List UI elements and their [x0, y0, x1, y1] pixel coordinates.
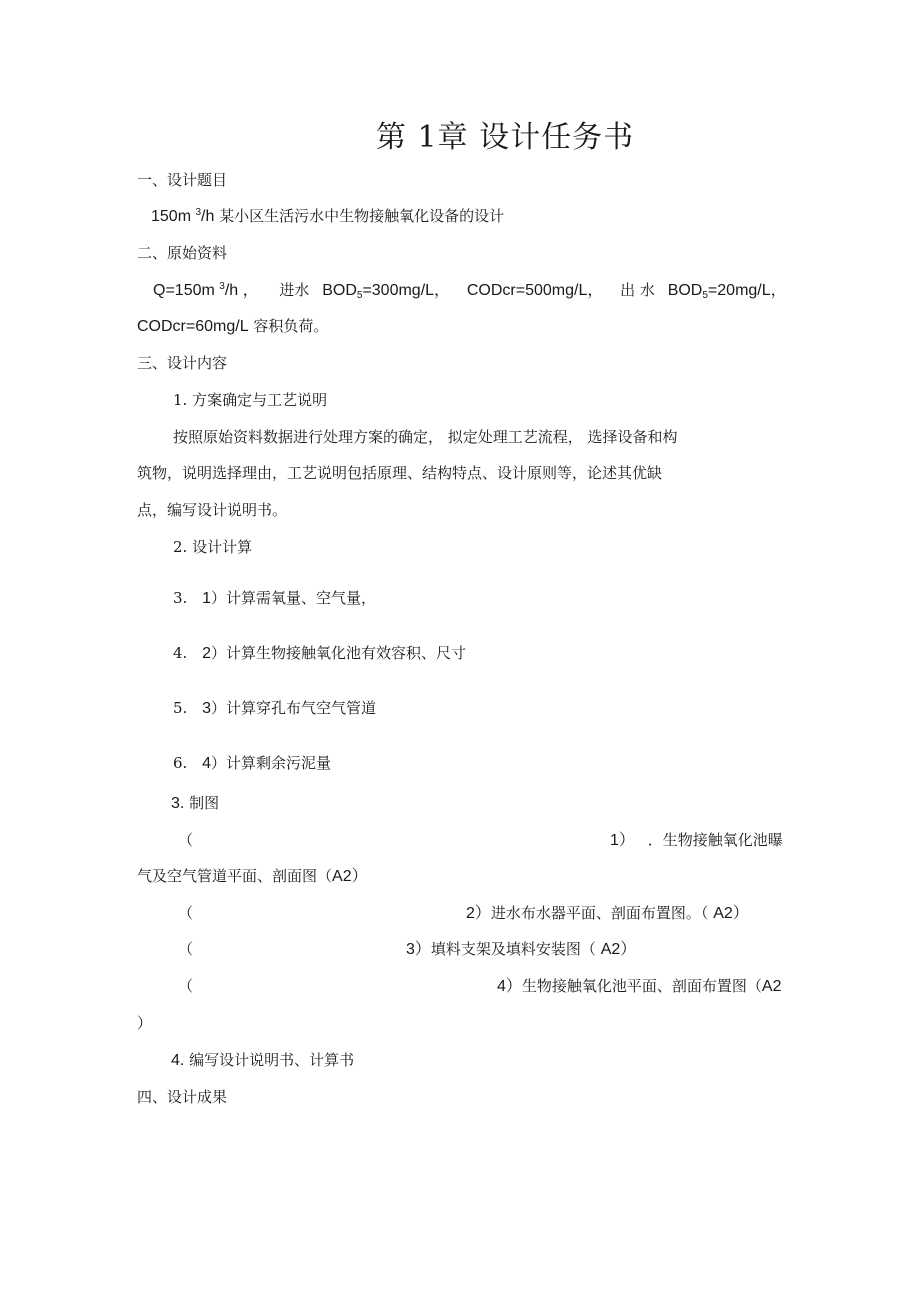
drawing-size: A2）	[600, 941, 637, 958]
drawing-text: ．生物接触氧化池曝	[647, 831, 783, 849]
item-label: 制图	[189, 794, 220, 812]
calc-item	[173, 753, 331, 774]
drawing-text: 进水布水器平面、剖面布置图。（	[490, 904, 714, 922]
influent-label: 进水	[279, 281, 310, 299]
topic-text: 某小区生活污水中生物接触氧化设备的设计	[214, 207, 505, 225]
drawing-paren: （	[178, 831, 194, 849]
drawing-paren: （	[178, 940, 194, 958]
content-item-4	[171, 1050, 354, 1071]
item-number: 1.	[173, 391, 188, 409]
calc-number: 5.	[173, 699, 188, 717]
content-item-2	[173, 537, 252, 557]
drawing-item-1	[610, 830, 783, 851]
drawing-item-4	[497, 976, 782, 997]
item-label: 编写设计说明书、计算书	[189, 1051, 355, 1069]
paragraph-line-3: 点，编写设计说明书。	[137, 501, 288, 519]
drawing-item-2	[466, 903, 749, 924]
drawing-paren: （	[178, 977, 194, 995]
drawing-item-3	[406, 939, 636, 960]
effluent-label: 出 水	[620, 281, 655, 299]
cod-in: CODcr=500mg/L，	[466, 282, 604, 299]
content-item-1	[173, 390, 327, 410]
data-line-1	[153, 280, 787, 303]
calc-number: 6.	[173, 754, 188, 772]
volume-load: 容积负荷。	[248, 317, 329, 335]
calc-item	[173, 698, 376, 719]
drawing-item-1-cont	[137, 866, 368, 887]
bod-in-value: =300mg/L，	[362, 282, 451, 299]
calc-number: 3.	[173, 589, 188, 607]
drawing-text: 填料支架及填料安装图（	[430, 940, 601, 958]
calc-text: ）计算穿孔布气空气管道	[211, 699, 377, 717]
item-number: 2.	[173, 538, 188, 556]
drawing-index: 2）	[466, 905, 491, 922]
paragraph-line-1: 按照原始资料数据进行处理方案的确定， 拟定处理工艺流程， 选择设备和构	[173, 428, 678, 446]
drawing-size: A2）	[713, 905, 749, 922]
bod-out: BOD	[667, 282, 703, 299]
bod-in-sub: 5	[356, 290, 363, 301]
calc-index: 1	[202, 590, 211, 607]
flow-q-sup: 3	[219, 281, 225, 292]
section-2-heading: 二、原始资料	[137, 244, 228, 262]
paragraph-line-2: 筑物，说明选择理由，工艺说明包括原理、结构特点、设计原则等，论述其优缺	[137, 464, 663, 482]
calc-index: 2	[202, 645, 211, 662]
drawing-index: 1）	[610, 832, 635, 849]
item-label: 设计计算	[192, 538, 253, 556]
data-line-2	[137, 316, 328, 337]
calc-item	[173, 588, 376, 609]
drawing-size: A2	[761, 978, 782, 995]
item-number: 4.	[171, 1052, 185, 1069]
section-3-heading: 三、设计内容	[137, 354, 228, 372]
content-item-3	[171, 793, 219, 814]
calc-text: ）计算剩余污泥量	[211, 754, 332, 772]
flow-q: Q=150m	[153, 282, 220, 299]
drawing-index: 3）	[406, 941, 431, 958]
calc-index: 4	[202, 755, 211, 772]
design-topic	[151, 206, 504, 229]
bod-out-value: =20mg/L，	[707, 282, 787, 299]
drawing-paren: （	[178, 904, 194, 922]
drawing-text: 气及空气管道平面、剖面图（	[137, 867, 333, 885]
section-4-heading: 四、设计成果	[137, 1088, 228, 1106]
bod-in: BOD	[322, 282, 357, 299]
calc-text: ）计算需氧量、空气量，	[211, 589, 377, 607]
flow-q-unit: /h ，	[224, 282, 259, 299]
section-1-heading: 一、设计题目	[137, 171, 228, 189]
item-label: 方案确定与工艺说明	[192, 391, 328, 409]
topic-sup: 3	[195, 207, 202, 218]
drawing-text: 生物接触氧化池平面、剖面布置图（	[521, 977, 762, 995]
drawing-item-4-close: ）	[137, 1014, 153, 1032]
bod-out-sub: 5	[702, 290, 708, 301]
drawing-size: A2）	[332, 868, 368, 885]
drawing-index: 4）	[497, 978, 522, 995]
calc-text: ）计算生物接触氧化池有效容积、尺寸	[211, 644, 467, 662]
topic-unit: /h	[201, 208, 215, 225]
topic-flow: 150m	[151, 208, 196, 225]
calc-item	[173, 643, 466, 664]
cod-out: CODcr=60mg/L	[137, 318, 249, 335]
calc-index: 3	[202, 700, 211, 717]
calc-number: 4.	[173, 644, 188, 662]
item-number: 3.	[171, 795, 185, 812]
chapter-title: 第 1章 设计任务书	[375, 120, 635, 155]
